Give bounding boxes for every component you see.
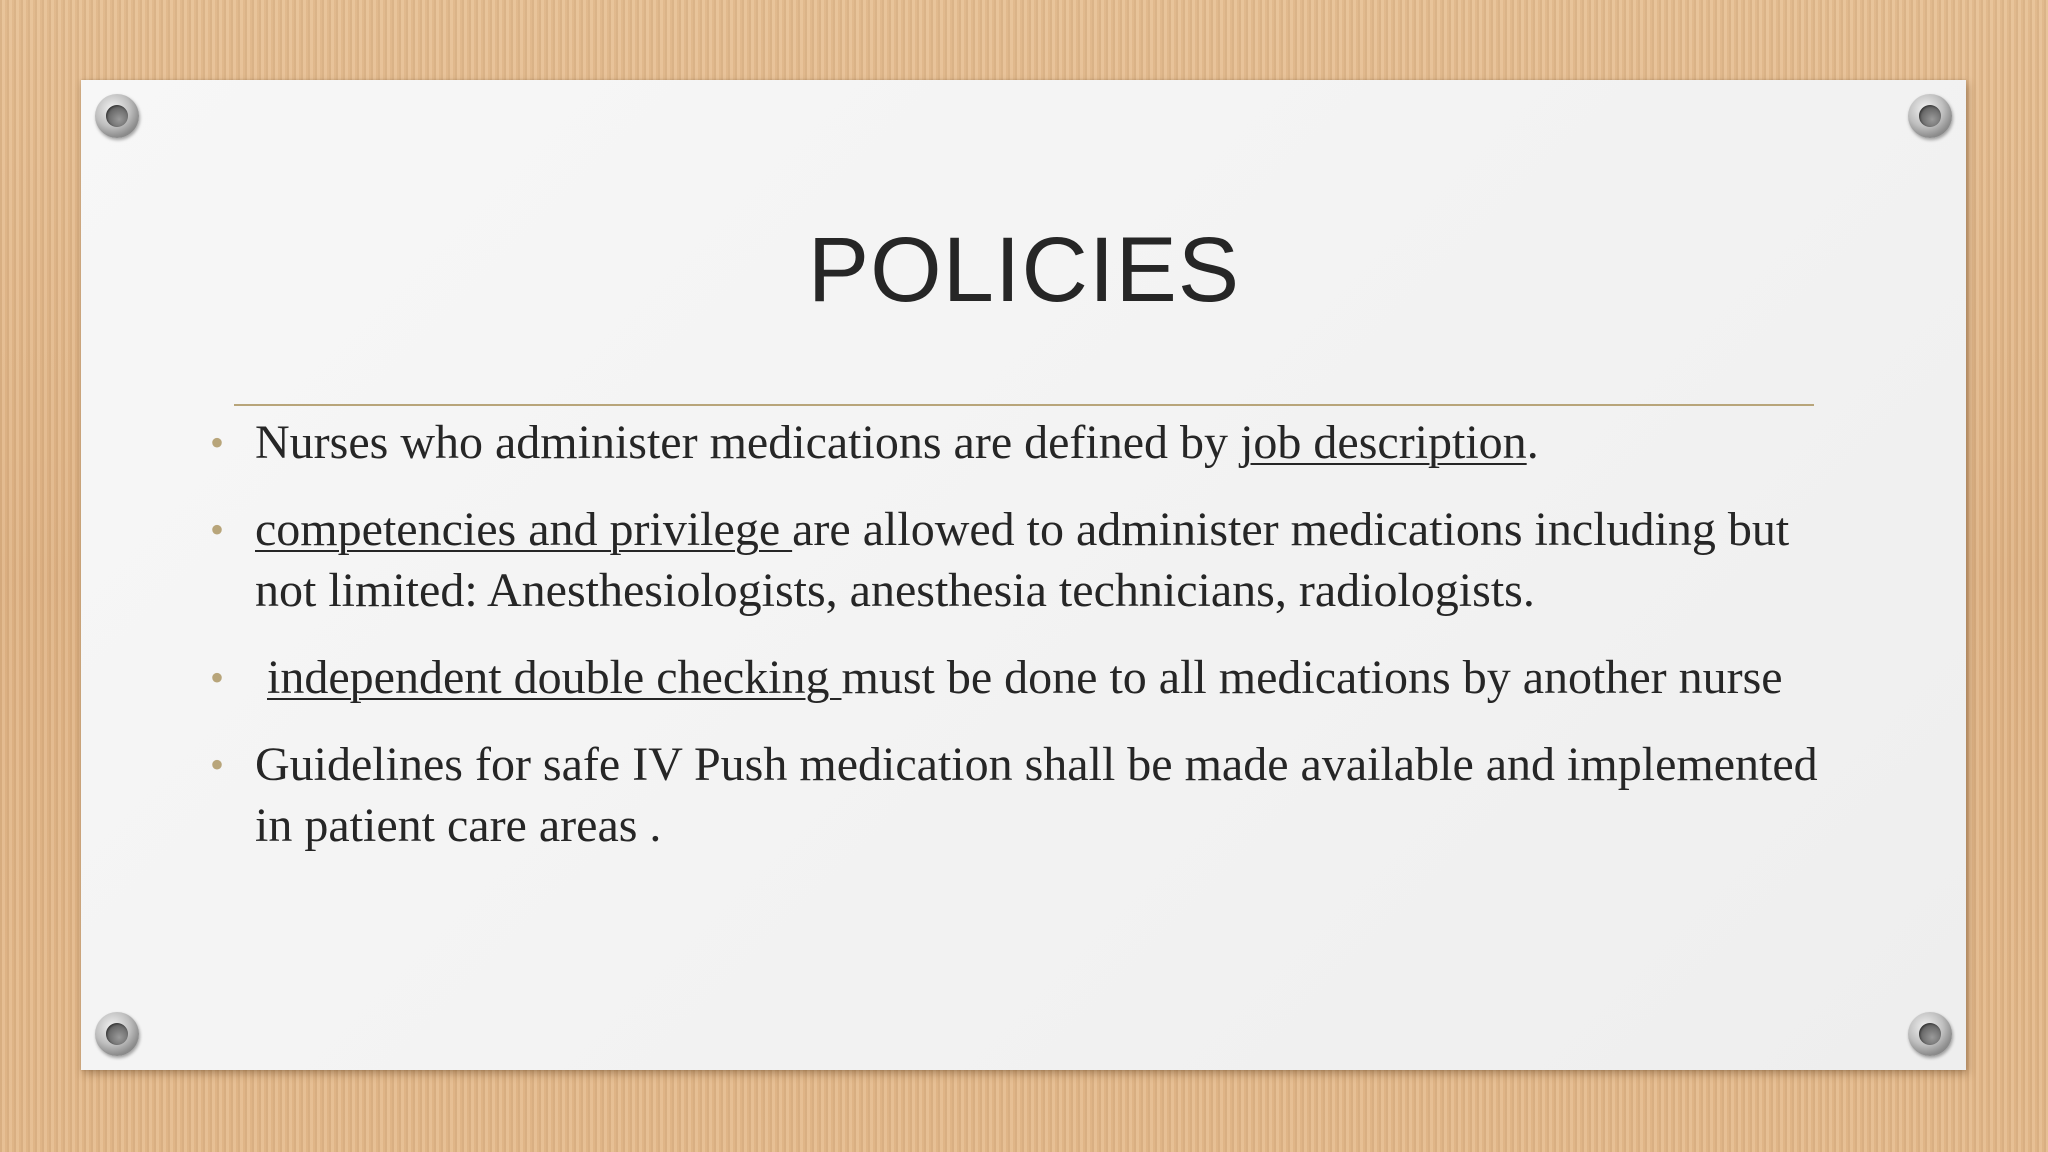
bullet-list <box>210 412 1830 882</box>
bullet-text: Nurses who administer medications are defined by <box>255 416 1241 469</box>
bullet-item <box>210 499 1830 621</box>
grommet-bottom-left-icon <box>95 1012 139 1056</box>
bullet-text: . <box>1526 416 1539 469</box>
bullet-text: must be done to all medications by another nurse <box>841 651 1783 704</box>
bullet-dot-icon: • <box>210 507 225 552</box>
bullet-item <box>210 734 1830 856</box>
bullet-text: are allowed to administer medications including but not limited: Anesthesiologists, anesthesia technicians, radiologists. <box>255 503 1790 617</box>
bullet-dot-icon: • <box>210 655 225 700</box>
bullet-text: Guidelines for safe IV Push medication shall be made available and implemented in patient care areas . <box>255 738 1818 852</box>
title-divider <box>234 404 1814 406</box>
bullet-dot-icon: • <box>210 742 225 787</box>
underlined-term: competencies and privilege <box>255 503 793 556</box>
bullet-dot-icon: • <box>210 420 225 465</box>
bullet-item <box>210 412 1830 473</box>
underlined-term: job description <box>1240 416 1527 469</box>
bullet-item <box>210 647 1830 708</box>
underlined-term: independent double checking <box>267 651 842 704</box>
bullet-text <box>255 651 267 704</box>
grommet-bottom-right-icon <box>1908 1012 1952 1056</box>
slide-title: POLICIES <box>807 219 1241 321</box>
grommet-top-left-icon <box>95 94 139 138</box>
grommet-top-right-icon <box>1908 94 1952 138</box>
